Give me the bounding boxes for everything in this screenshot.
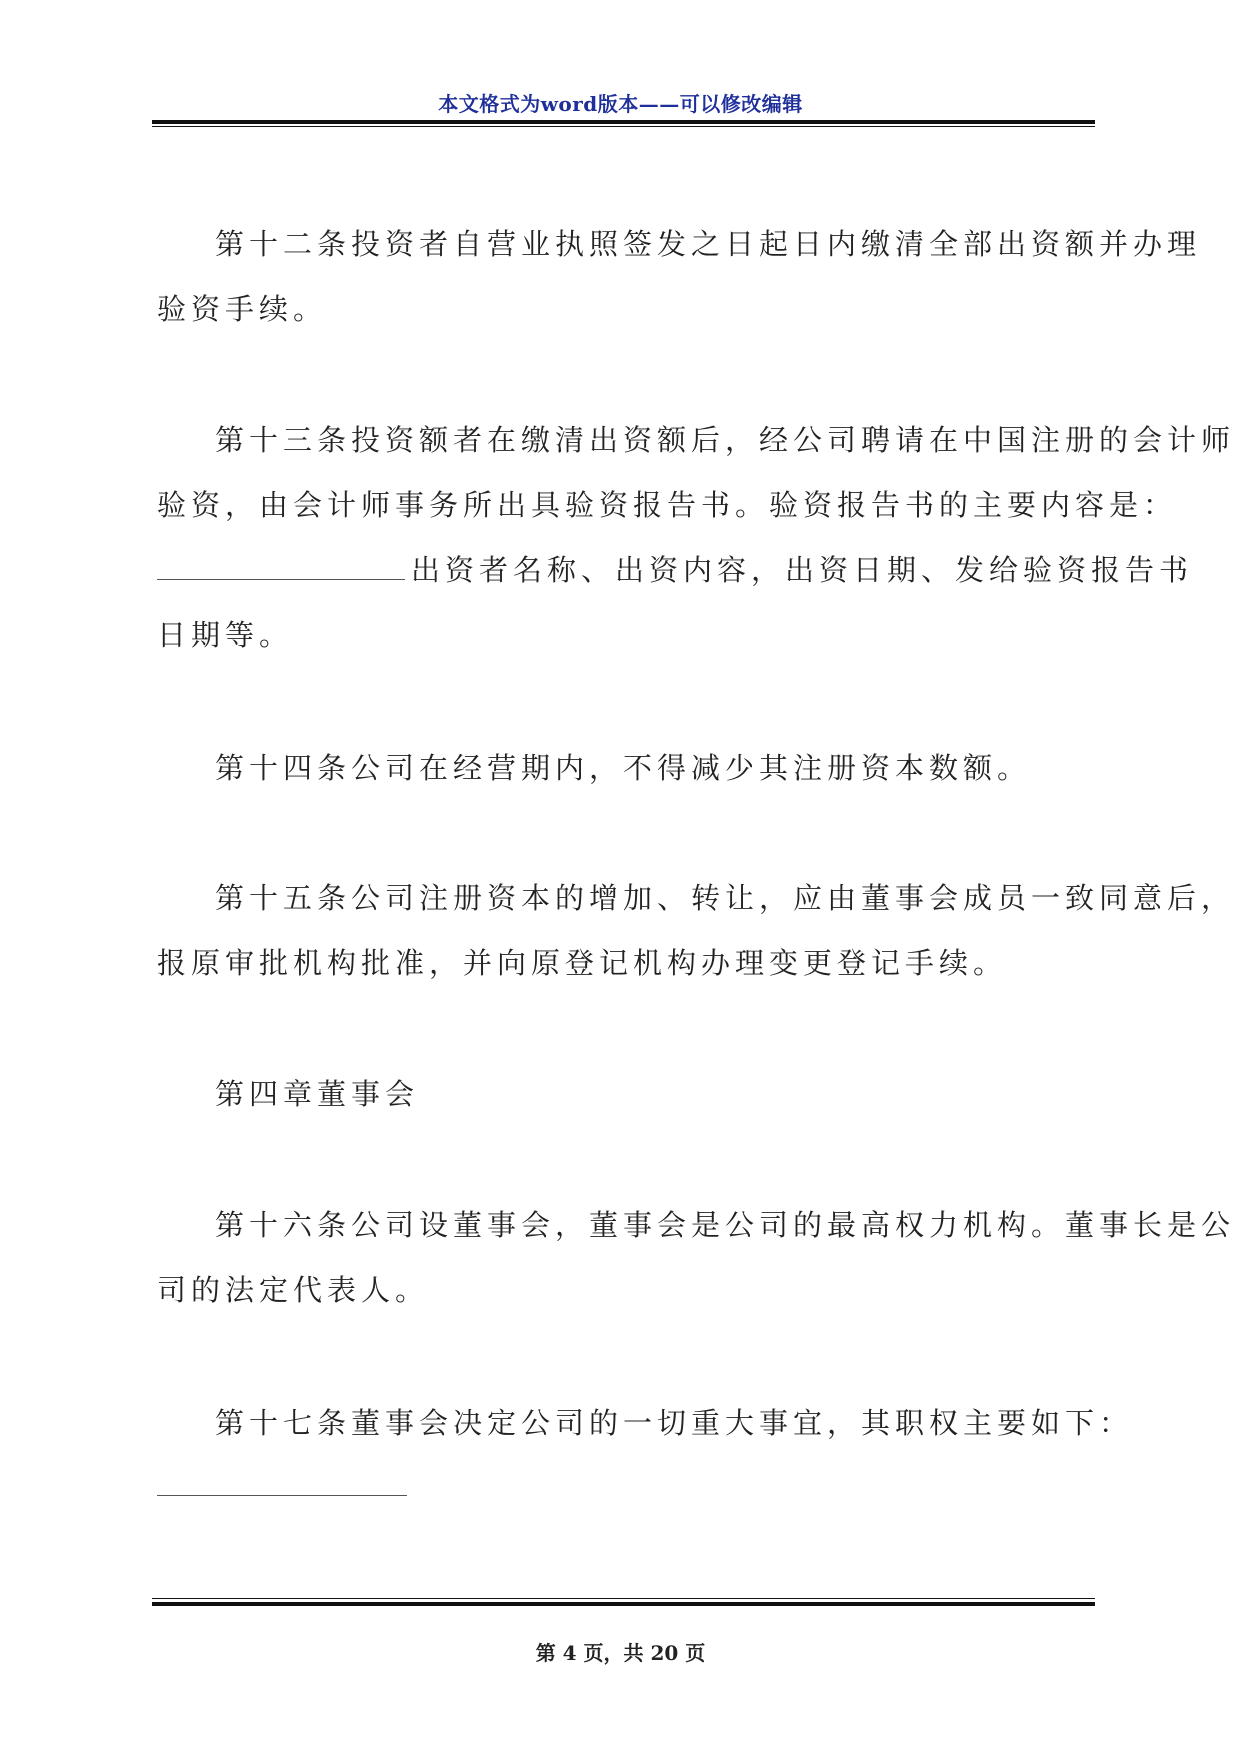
fill-in-blank-standalone	[157, 1495, 407, 1496]
article-17-line-1: 第十七条董事会决定公司的一切重大事宜，其职权主要如下：	[215, 1406, 1134, 1440]
header-title: 本文格式为word版本——可以修改编辑	[438, 92, 803, 116]
article-15-line-1: 第十五条公司注册资本的增加、转让，应由董事会成员一致同意后，	[215, 881, 1236, 915]
article-13-line-4: 日期等。	[157, 618, 294, 652]
page-number: 第 4 页，共 20 页	[535, 1641, 706, 1665]
article-14	[157, 736, 1097, 801]
article-13	[157, 408, 1236, 668]
header-rule-thick	[152, 120, 1095, 124]
fill-in-blank	[157, 549, 405, 580]
article-15-line-2: 报原审批机构批准，并向原登记机构办理变更登记手续。	[157, 946, 1008, 980]
article-16-line-1: 第十六条公司设董事会，董事会是公司的最高权力机构。董事长是公	[215, 1208, 1236, 1242]
article-15	[157, 866, 1236, 996]
footer-rule-thin	[152, 1598, 1095, 1599]
article-16-line-2: 司的法定代表人。	[157, 1273, 430, 1307]
article-14-line-1: 第十四条公司在经营期内，不得减少其注册资本数额。	[215, 751, 1032, 785]
footer-rule-thick	[152, 1602, 1095, 1606]
article-13-line-1: 第十三条投资额者在缴清出资额后，经公司聘请在中国注册的会计师	[215, 423, 1236, 457]
header-rule-thin	[152, 126, 1095, 127]
article-12-line-1: 第十二条投资者自营业执照签发之日起日内缴清全部出资额并办理	[215, 227, 1202, 261]
article-17	[157, 1391, 1134, 1456]
article-12	[157, 212, 1202, 342]
article-13-line-3	[157, 538, 1194, 603]
article-16	[157, 1193, 1236, 1323]
article-13-line-2: 验资，由会计师事务所出具验资报告书。验资报告书的主要内容是：	[157, 488, 1178, 522]
chapter-4-title: 第四章董事会	[215, 1077, 420, 1111]
article-12-line-2: 验资手续。	[157, 292, 328, 326]
article-13-line-3-text: 出资者名称、出资内容，出资日期、发给验资报告书	[411, 553, 1194, 587]
chapter-4-heading	[157, 1062, 1097, 1127]
